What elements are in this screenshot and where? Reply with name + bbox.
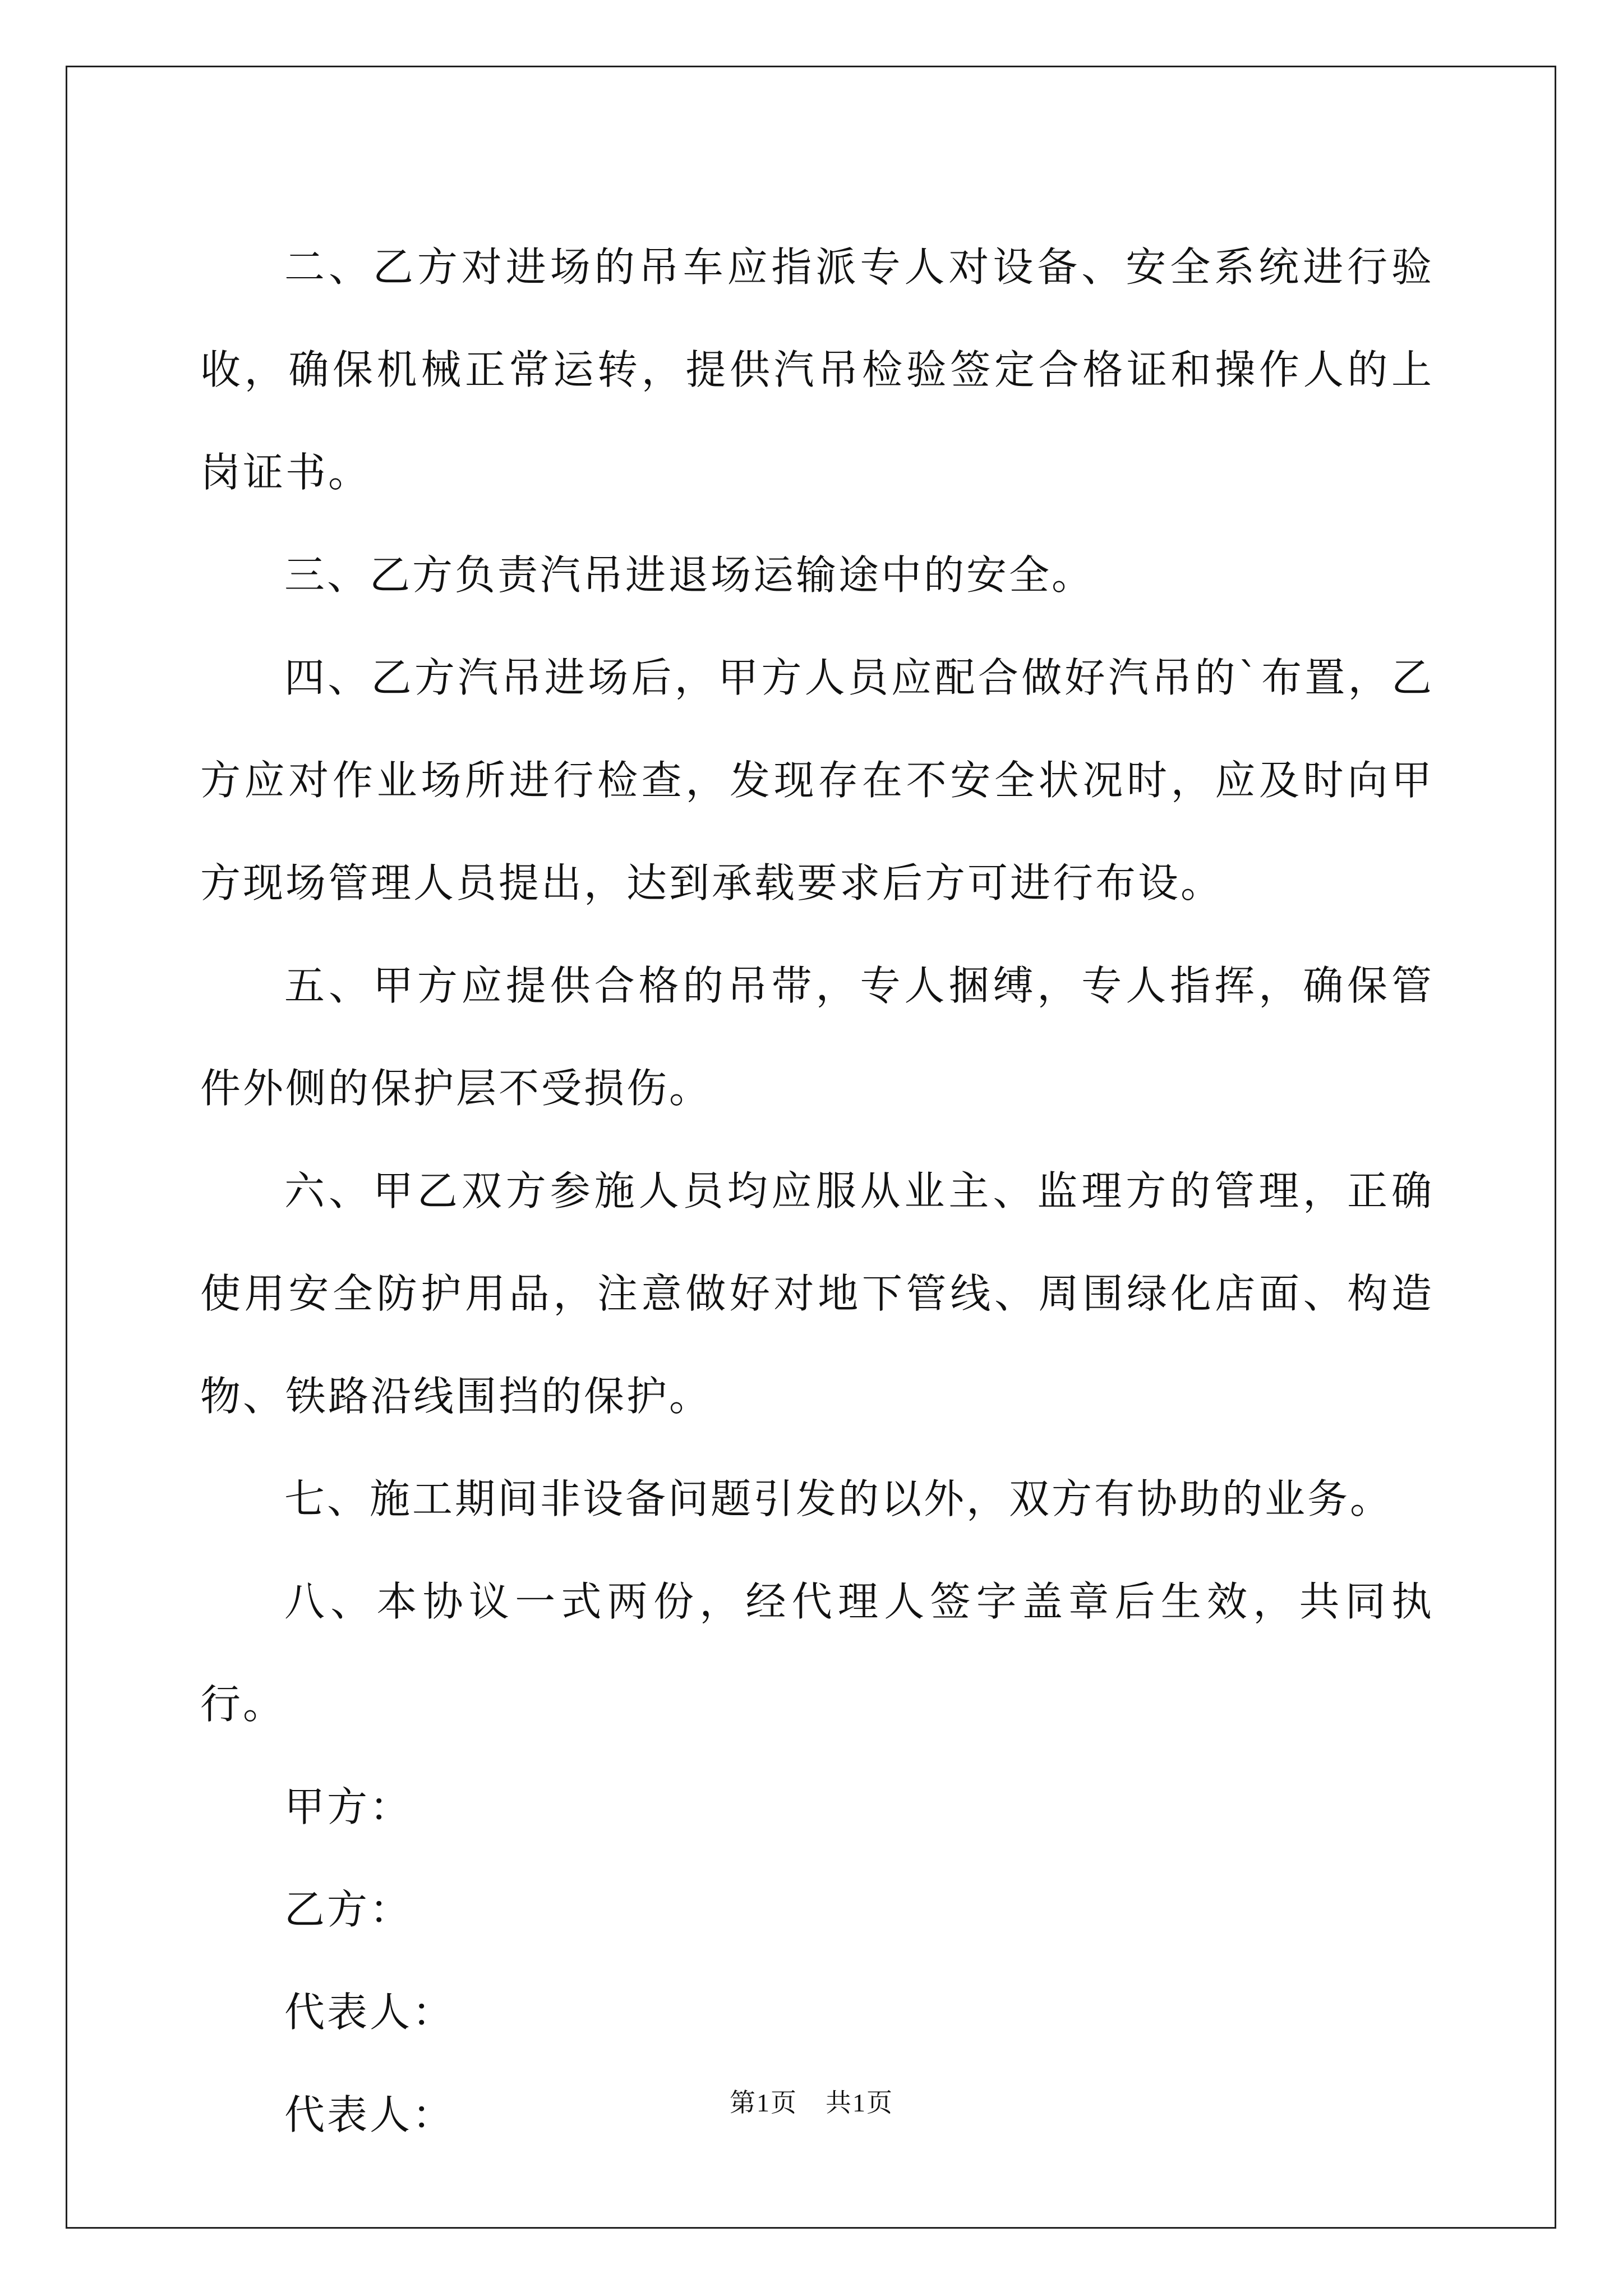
page-footer — [0, 2082, 1623, 2119]
clause-2: 二、乙方对进场的吊车应指派专人对设备、安全系统进行验收，确保机械正常运转，提供汽吊检验签定合格证和操作人的上岗证书。 — [200, 243, 1434, 496]
page-number: 第1页 — [730, 2088, 797, 2117]
clause-6: 六、甲乙双方参施人员均应服从业主、监理方的管理，正确使用安全防护用品，注意做好对地下管线、周围绿化店面、构造物、铁路沿线围挡的保护。 — [200, 1167, 1434, 1420]
party-b-signature-line: 乙方： — [284, 1886, 413, 1933]
representative-2-line: 代表人： — [284, 2091, 455, 2138]
clause-3: 三、乙方负责汽吊进退场运输途中的安全。 — [284, 551, 1095, 599]
clause-4: 四、乙方汽吊进场后，甲方人员应配合做好汽吊的`布置，乙方应对作业场所进行检查，发现存在不安全状况时，应及时向甲方现场管理人员提出，达到承载要求后方可进行布设。 — [200, 654, 1434, 907]
clause-5: 五、甲方应提供合格的吊带，专人捆缚，专人指挥，确保管件外侧的保护层不受损伤。 — [200, 962, 1434, 1112]
representative-1-line: 代表人： — [284, 1989, 455, 2036]
party-a-signature-line: 甲方： — [284, 1783, 413, 1830]
document-body — [200, 216, 1434, 2166]
page-total: 共1页 — [826, 2088, 893, 2117]
clause-8: 八、本协议一式两份，经代理人签字盖章后生效，共同执行。 — [200, 1578, 1434, 1728]
clause-7: 七、施工期间非设备问题引发的以外，双方有协助的业务。 — [284, 1475, 1393, 1522]
